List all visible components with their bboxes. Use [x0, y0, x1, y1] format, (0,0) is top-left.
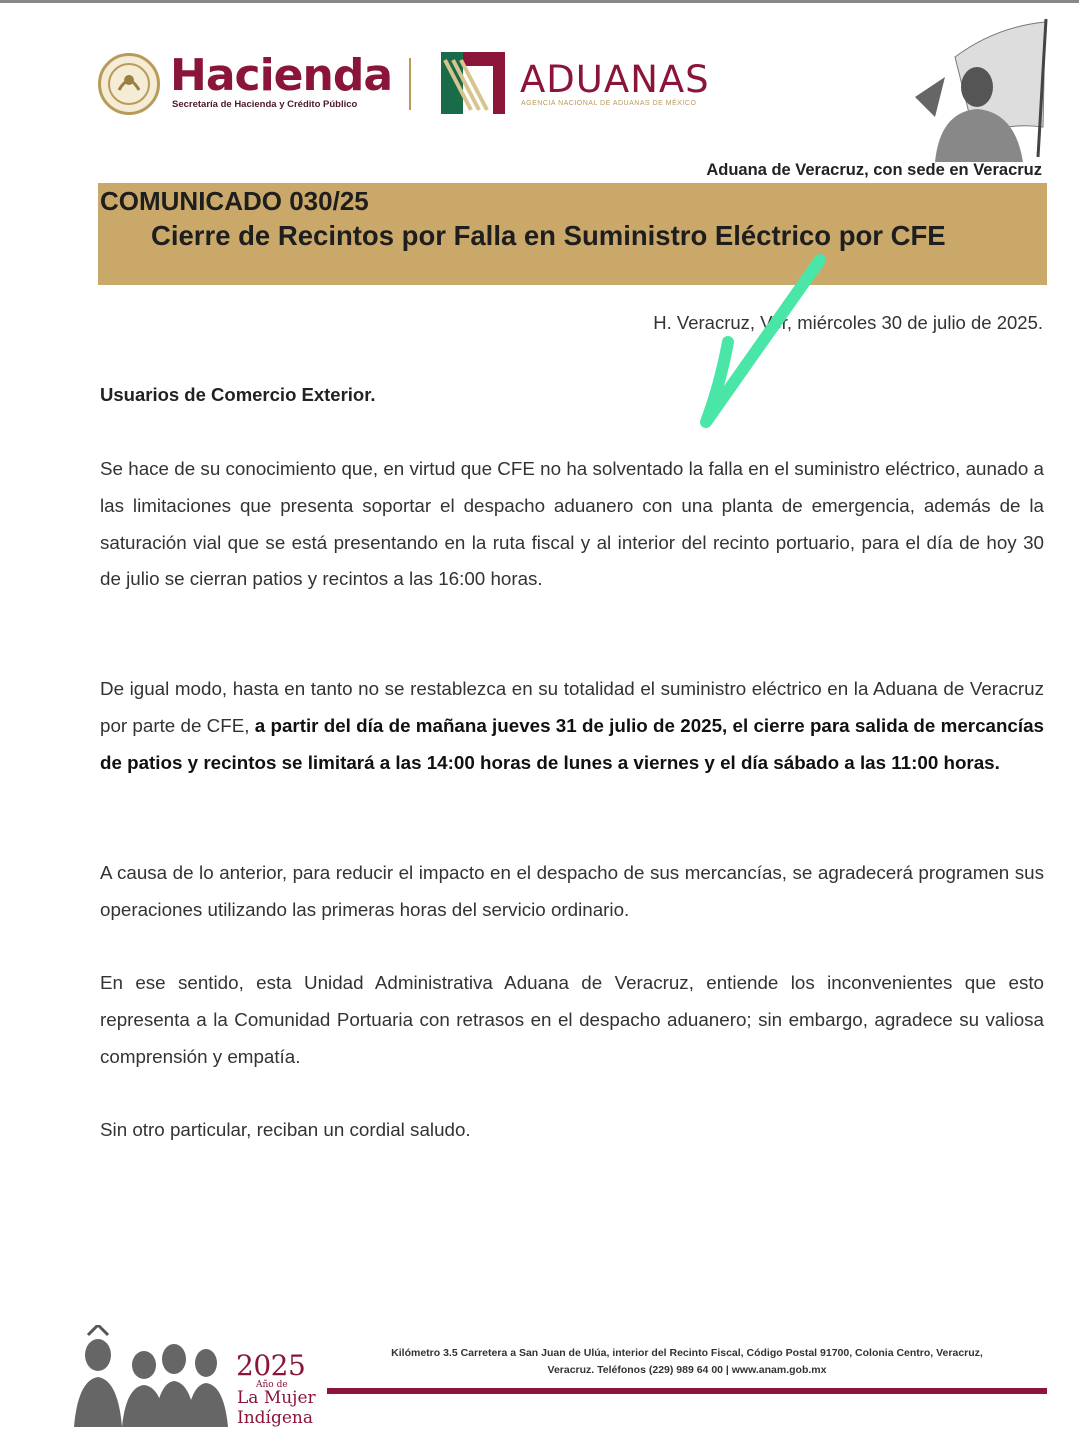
aduanas-logo-icon: [441, 52, 505, 114]
communique-number: COMUNICADO 030/25: [100, 186, 369, 216]
check-mark-icon: [690, 250, 830, 435]
closing-line: Sin otro particular, reciban un cordial saludo.: [100, 1119, 471, 1140]
address-line-2: Veracruz. Teléfonos (229) 989 64 00 | www.anam.gob.mx: [547, 1364, 827, 1376]
aduanas-logo-text: ADUANAS: [520, 58, 710, 101]
hacienda-subtitle: Secretaría de Hacienda y Crédito Público: [172, 99, 358, 110]
heroine-flag-illustration: [915, 17, 1051, 162]
paragraph-2-normal: De igual modo, hasta en tanto no se restablezca en su totalidad el suministro eléctrico en la Aduana de Veracruz por parte de CFE,: [100, 678, 1044, 736]
office-location: Aduana de Veracruz, con sede en Veracruz: [706, 161, 1042, 179]
logo-divider: [409, 58, 411, 110]
hacienda-logo-text: Hacienda: [170, 50, 393, 101]
date-line: H. Veracruz, Ver, miércoles 30 de julio de 2025.: [653, 312, 1043, 333]
footer-mujer: La Mujer: [237, 1388, 316, 1408]
footer-bar: [327, 1388, 1047, 1394]
paragraph-1: Se hace de su conocimiento que, en virtud que CFE no ha solventado la falla en el suministro eléctrico, aunado a las limitaciones que presenta soportar el despacho aduanero con una planta de emergencia, además de la saturación vial que se está presentando en la ruta fiscal y al interior del recinto portuario, para el día de hoy 30 de julio se cierran patios y recintos a las 16:00 horas.: [100, 458, 1044, 590]
top-border: [0, 0, 1079, 3]
footer-indigena: Indígena: [237, 1408, 314, 1428]
communique-title: Cierre de Recintos por Falla en Suministro Eléctrico por CFE: [151, 220, 946, 251]
mexico-seal-icon: [98, 53, 160, 115]
paragraph-2: [100, 671, 1044, 781]
greeting: Usuarios de Comercio Exterior.: [100, 384, 376, 405]
address-line-1: Kilómetro 3.5 Carretera a San Juan de Ulúa, interior del Recinto Fiscal, Código Postal 91700, Colonia Centro, Veracruz,: [391, 1347, 983, 1359]
paragraph-2-bold: a partir del día de mañana jueves 31 de julio de 2025, el cierre para salida de mercancías de patios y recintos se limitará a las 14:00 horas de lunes a viernes y el día sábado a las 11:00 horas.: [100, 714, 1044, 773]
footer-year-prefix: Año de: [256, 1380, 288, 1390]
footer-address: [340, 1345, 1034, 1379]
aduanas-subtitle: AGENCIA NACIONAL DE ADUANAS DE MÉXICO: [521, 100, 697, 107]
footer-year: 2025: [236, 1349, 306, 1382]
paragraph-3: A causa de lo anterior, para reducir el impacto en el despacho de sus mercancías, se agradecerá programen sus operaciones utilizando las primeras horas del servicio ordinario.: [100, 862, 1044, 920]
paragraph-4: En ese sentido, esta Unidad Administrativa Aduana de Veracruz, entiende los inconvenientes que esto representa a la Comunidad Portuaria con retrasos en el despacho aduanero; sin embargo, agradece su valiosa comprensión y empatía.: [100, 972, 1044, 1067]
indigenous-women-illustration: [66, 1325, 228, 1427]
